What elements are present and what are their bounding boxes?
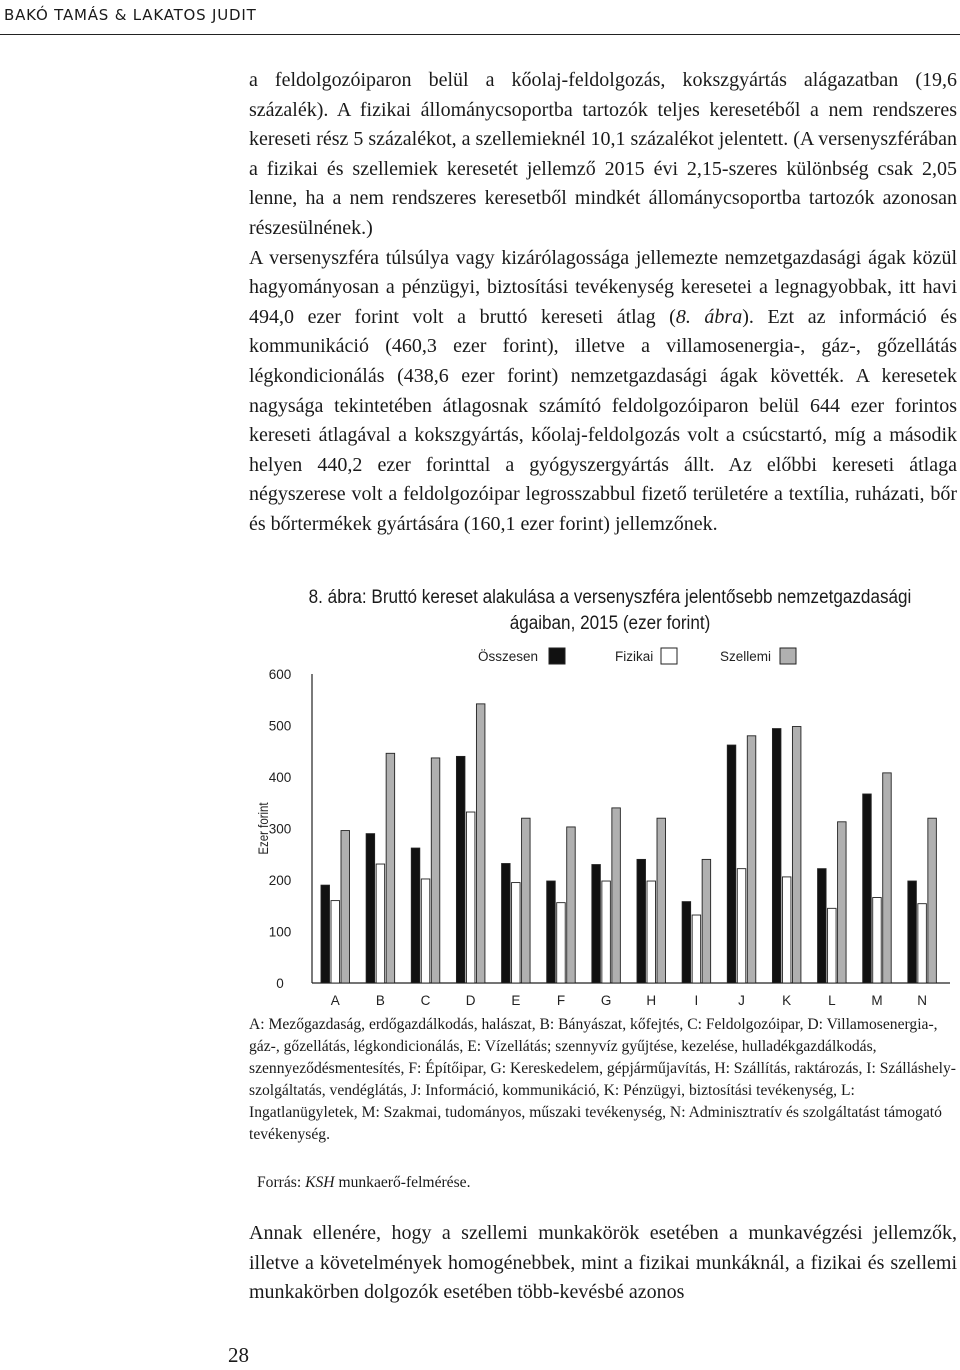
bar-N-2 (918, 904, 927, 983)
body-text (249, 66, 957, 540)
running-head: BAKÓ TAMÁS & LAKATOS JUDIT (4, 6, 257, 24)
x-tick-label: B (375, 993, 385, 1008)
bar-A-1 (321, 885, 330, 983)
bar-F-1 (547, 881, 556, 983)
y-tick-label: 100 (268, 924, 292, 940)
figure-caption-line-2: ágaiban, 2015 (ezer forint) (509, 613, 711, 634)
legend-label: Fizikai (615, 649, 654, 664)
bar-E-2 (512, 883, 520, 983)
bar-D-1 (456, 756, 465, 983)
x-tick-label: N (917, 993, 927, 1008)
y-tick-label: 400 (268, 770, 292, 785)
page-number: 28 (228, 1343, 249, 1367)
bar-M-3 (883, 773, 892, 983)
bar-F-2 (557, 903, 566, 983)
bar-G-3 (612, 808, 621, 983)
bar-N-1 (908, 881, 917, 983)
y-axis-title: Ezer forint (256, 802, 272, 855)
bar-L-3 (838, 822, 847, 983)
paragraph-2-part-a: A versenyszféra túlsúlya vagy kizárólagossága jellemezte nemzetgazdasági ágak közül hagyományosan a pénzügyi, biztosítási tevékenység keresetei a legnagyobbak, itt havi 494,0 ezer forint volt a bruttó kereseti átlag ( (249, 246, 957, 328)
bar-N-3 (928, 818, 937, 983)
bar-H-2 (647, 881, 656, 983)
bar-A-2 (331, 901, 340, 983)
bar-E-1 (502, 864, 511, 983)
bar-G-1 (592, 865, 601, 983)
bar-I-1 (682, 902, 691, 983)
bar-K-3 (792, 727, 801, 983)
bar-C-2 (421, 879, 430, 983)
x-tick-label: K (782, 993, 792, 1008)
bar-F-3 (567, 827, 576, 983)
continuation-text: Annak ellenére, hogy a szellemi munkakörök esetében a munkavégzési jellemzők, illetve a követelmények homogénebbek, mint a fizikai munkáknál, a fizikai és szellemi munkakörben dolgozók esetében több-kevésbé azonos (249, 1222, 957, 1304)
y-tick-label: 500 (268, 718, 292, 734)
legend-label: Szellemi (720, 649, 772, 664)
x-tick-label: G (600, 993, 612, 1008)
figure-caption (295, 585, 925, 637)
legend-swatch (780, 648, 796, 664)
x-tick-label: F (556, 993, 566, 1008)
bar-J-2 (737, 869, 746, 983)
x-tick-label: J (738, 993, 745, 1008)
bar-K-1 (772, 729, 781, 983)
bar-B-1 (366, 834, 375, 983)
bar-I-2 (692, 915, 701, 983)
x-tick-label: I (694, 993, 699, 1008)
paragraph-1: a feldolgozóiparon belül a kőolaj-feldolgozás, kokszgyártás alágazatban (19,6 százalék). A fizikai állománycsoportba tartozók teljes keresetéből a nem rendszeres kereseti rész 5 százalékot, a szellemieknél 10,1 százalékot jelentett. (A versenyszférában a fizikai és szellemiek keresetét jellemző 2015 évi 2,15-szeres különbség csak 2,05 lenne, ha a nem rendszeres keresetből mindkét állománycsoportba tartozók azonosan részesülnének.) (249, 69, 957, 239)
bar-L-2 (828, 908, 837, 983)
bar-E-3 (522, 818, 531, 983)
source-label: Forrás: (257, 1174, 306, 1191)
bar-C-1 (411, 848, 420, 983)
source-note (257, 1174, 471, 1192)
legend-swatch (661, 648, 677, 664)
source-rest: munkaerő-felmérése. (334, 1174, 471, 1191)
page-header (0, 0, 960, 35)
x-tick-label: H (646, 993, 657, 1008)
bar-M-2 (873, 898, 882, 983)
bar-chart (240, 640, 960, 1010)
bar-J-3 (747, 736, 756, 983)
bar-H-3 (657, 818, 666, 983)
x-tick-label: D (465, 993, 476, 1008)
y-tick-label: 300 (268, 821, 292, 837)
y-tick-label: 0 (276, 976, 284, 991)
bar-K-2 (782, 877, 791, 983)
bar-B-2 (376, 864, 385, 983)
legend-swatch (549, 648, 565, 664)
figure-reference: 8. ábra (675, 305, 743, 328)
x-tick-label: L (828, 993, 836, 1008)
x-tick-label: E (511, 993, 521, 1008)
legend-label: Összesen (478, 649, 539, 664)
bar-D-3 (476, 704, 485, 983)
bar-C-3 (431, 758, 440, 983)
x-tick-label: A (330, 993, 340, 1008)
source-organization: KSH (305, 1174, 335, 1191)
bar-A-3 (341, 831, 350, 983)
y-tick-label: 200 (268, 873, 292, 888)
bar-L-1 (818, 869, 827, 983)
paragraph-2 (249, 244, 957, 540)
figure-caption-line-1: 8. ábra: Bruttó kereset alakulása a versenyszféra jelentősebb nemzetgazdasági (308, 587, 912, 608)
bar-J-1 (727, 745, 736, 983)
bar-D-2 (466, 812, 475, 983)
y-tick-label: 600 (268, 667, 292, 682)
x-tick-label: M (871, 993, 883, 1008)
bar-G-2 (602, 881, 611, 983)
category-legend-note: A: Mezőgazdaság, erdőgazdálkodás, halászat, B: Bányászat, kőfejtés, C: Feldolgozóipar, D: Villamosenergia-, gáz-, gőzellátás, légkondicionálás, E: Vízellátás; szennyvíz gyűjtése, kezelése, hulladékgazdálkodás, szennyeződésmentesítés, F: Építőipar, G: Kereskedelem, gépjárműjavítás, H: Szállítás, raktározás, I: Szálláshely-szolgáltatás, vendéglátás, J: Információ, kommunikáció, K: Pénzügyi, biztosítási tevékenység, L: Ingatlanügyletek, M: Szakmai, tudományos, műszaki tevékenység, N: Adminisztratív és szolgáltatást támogató tevékenység. (249, 1016, 956, 1143)
paragraph-2-part-b: ). Ezt az információ és kommunikáció (460,3 ezer forint), illetve a villamosenergia-, gáz-, gőzellátás légkondicionálás (438,6 ezer forint) nemzetgazdasági ágak követték. A keresetek nagysága tekintetében átlagosnak számító feldolgozóiparon belül 644 ezer forintos kereseti átlagával a kokszgyártás, kőolaj-feldolgozás volt a csúcstartó, míg a második helyen 440,2 ezer forinttal a gyógyszergyártás állt. Az előbbi kereseti átlaga négyszerese volt a feldolgozóipar legrosszabbul fizető területére a textília, ruházati, bőr és bőrtermékek gyártására (160,1 ezer forint) jellemzőnek. (249, 305, 958, 535)
bar-B-3 (386, 753, 395, 983)
bar-M-1 (863, 794, 872, 983)
bar-H-1 (637, 859, 646, 983)
x-tick-label: C (420, 993, 431, 1008)
bar-I-3 (702, 859, 711, 983)
